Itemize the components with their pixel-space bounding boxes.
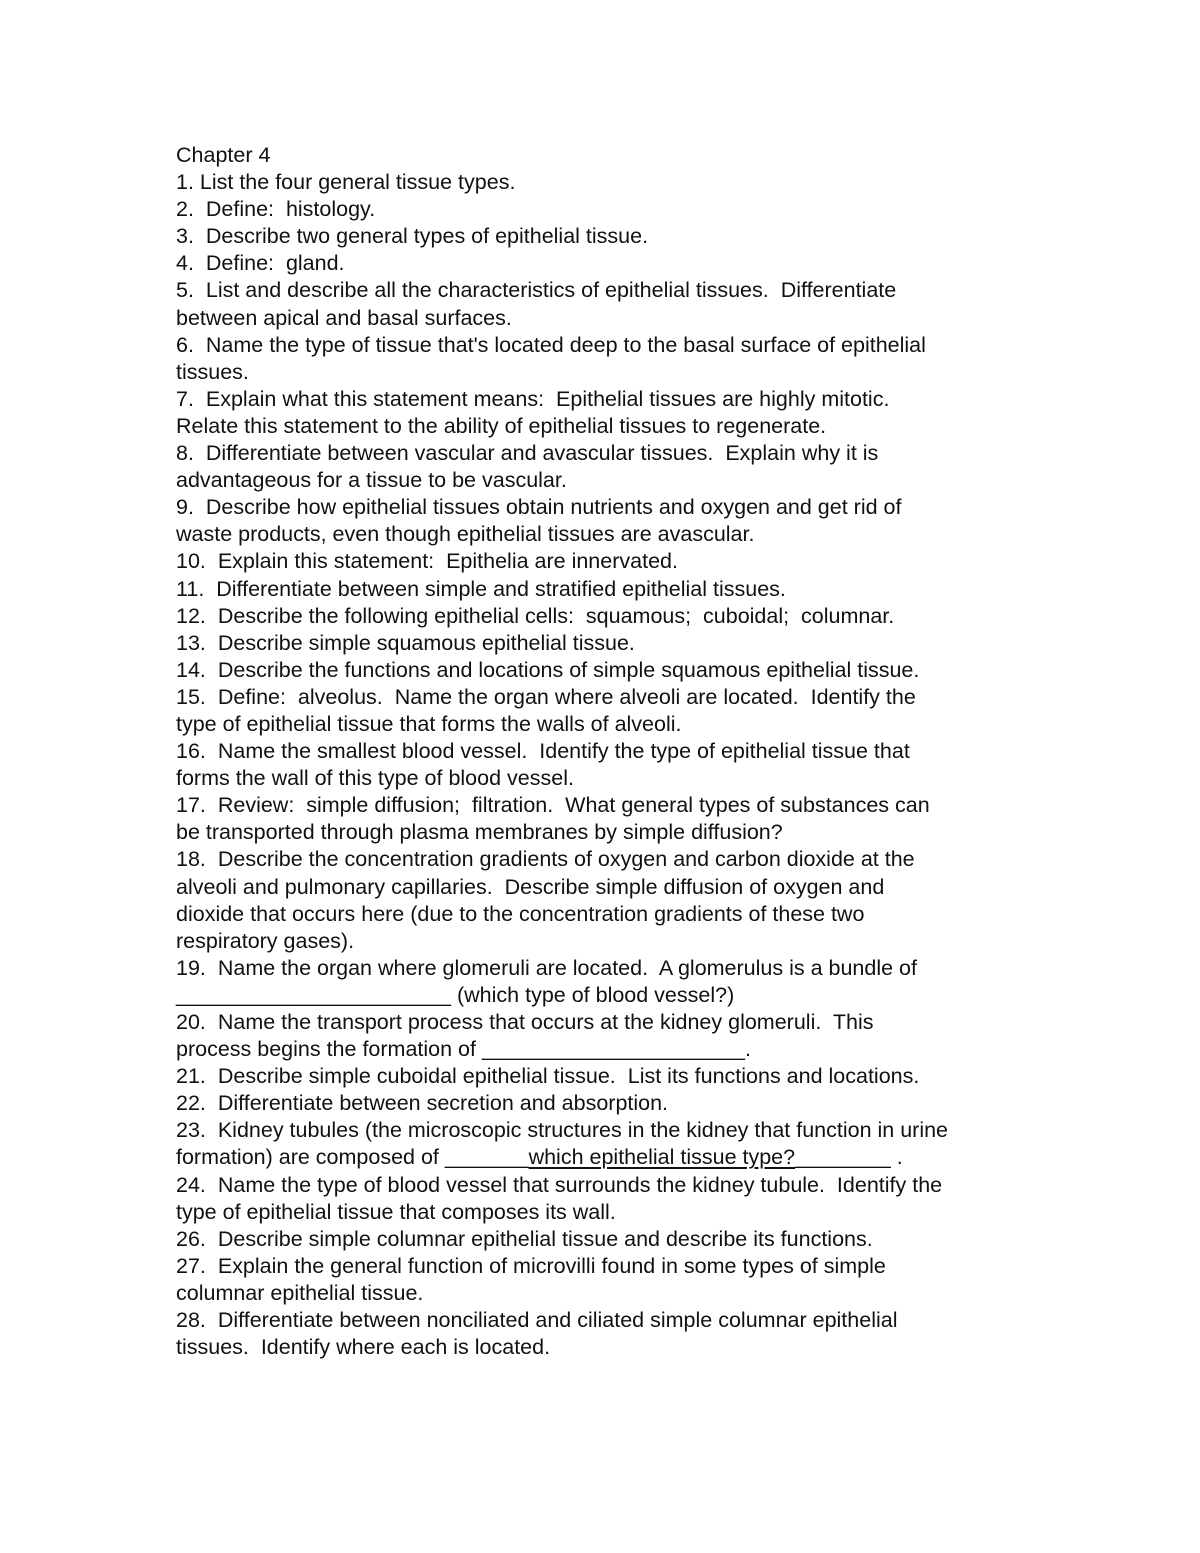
line-suffix: ________ . — [795, 1145, 903, 1170]
document-line: 18. Describe the concentration gradients of oxygen and carbon dioxide at the — [176, 847, 915, 872]
document-page — [176, 142, 1046, 1361]
document-line: respiratory gases). — [176, 928, 355, 953]
document-line: 28. Differentiate between nonciliated and ciliated simple columnar epithelial — [176, 1308, 898, 1333]
document-line: alveoli and pulmonary capillaries. Describe simple diffusion of oxygen and — [176, 874, 885, 899]
line-prefix: formation) are composed of _______ — [176, 1145, 529, 1170]
document-line: 12. Describe the following epithelial cells: squamous; cuboidal; columnar. — [176, 603, 895, 628]
document-line: 22. Differentiate between secretion and absorption. — [176, 1091, 669, 1116]
document-line: dioxide that occurs here (due to the concentration gradients of these two — [176, 901, 865, 926]
document-line: 4. Define: gland. — [176, 251, 345, 276]
document-line: be transported through plasma membranes by simple diffusion? — [176, 820, 783, 845]
document-line: 21. Describe simple cuboidal epithelial tissue. List its functions and locations. — [176, 1064, 920, 1089]
document-line: 20. Name the transport process that occurs at the kidney glomeruli. This — [176, 1010, 874, 1034]
document-line: 2. Define: histology. — [176, 197, 376, 222]
document-line: 23. Kidney tubules (the microscopic structures in the kidney that function in urine — [176, 1118, 949, 1143]
document-line: columnar epithelial tissue. — [176, 1280, 424, 1305]
document-line: 7. Explain what this statement means: Epithelial tissues are highly mitotic. — [176, 386, 890, 411]
document-line: 13. Describe simple squamous epithelial tissue. — [176, 630, 635, 655]
document-line: 10. Explain this statement: Epithelia are innervated. — [176, 549, 678, 574]
document-line: 5. List and describe all the characteristics of epithelial tissues. Differentiate — [176, 278, 897, 303]
document-line: 1. List the four general tissue types. — [176, 170, 516, 195]
document-line: process begins the formation of ______________________. — [176, 1037, 751, 1062]
document-line: 26. Describe simple columnar epithelial tissue and describe its functions. — [176, 1226, 873, 1251]
document-line: between apical and basal surfaces. — [176, 305, 512, 330]
document-line: _______________________ (which type of blood vessel?) — [176, 982, 735, 1007]
document-line: 11. Differentiate between simple and stratified epithelial tissues. — [176, 576, 786, 601]
document-line: 8. Differentiate between vascular and avascular tissues. Explain why it is — [176, 441, 879, 466]
document-title: Chapter 4 — [176, 143, 271, 167]
underlined-blank-text: which epithelial tissue type? — [528, 1145, 796, 1170]
document-line: waste products, even though epithelial tissues are avascular. — [176, 522, 755, 547]
document-line: 24. Name the type of blood vessel that surrounds the kidney tubule. Identify the — [176, 1172, 943, 1197]
document-line: advantageous for a tissue to be vascular. — [176, 468, 567, 493]
document-line: 14. Describe the functions and locations of simple squamous epithelial tissue. — [176, 657, 920, 682]
document-line-with-underline — [176, 1144, 1046, 1171]
document-line: 16. Name the smallest blood vessel. Identify the type of epithelial tissue that — [176, 739, 910, 764]
document-line: 15. Define: alveolus. Name the organ where alveoli are located. Identify the — [176, 684, 916, 709]
document-line: tissues. Identify where each is located. — [176, 1335, 551, 1360]
document-line: 17. Review: simple diffusion; filtration. What general types of substances can — [176, 793, 930, 818]
document-line: 9. Describe how epithelial tissues obtain nutrients and oxygen and get rid of — [176, 495, 902, 520]
document-line: forms the wall of this type of blood vessel. — [176, 766, 574, 791]
document-line: 19. Name the organ where glomeruli are located. A glomerulus is a bundle of — [176, 955, 917, 980]
document-line: 27. Explain the general function of microvilli found in some types of simple — [176, 1253, 886, 1278]
document-line: Relate this statement to the ability of epithelial tissues to regenerate. — [176, 413, 827, 438]
document-line: 6. Name the type of tissue that's located deep to the basal surface of epithelial — [176, 332, 926, 357]
document-line: type of epithelial tissue that composes its wall. — [176, 1199, 616, 1224]
document-line: type of epithelial tissue that forms the walls of alveoli. — [176, 711, 682, 736]
document-line: 3. Describe two general types of epithelial tissue. — [176, 224, 649, 249]
document-line: tissues. — [176, 359, 249, 384]
